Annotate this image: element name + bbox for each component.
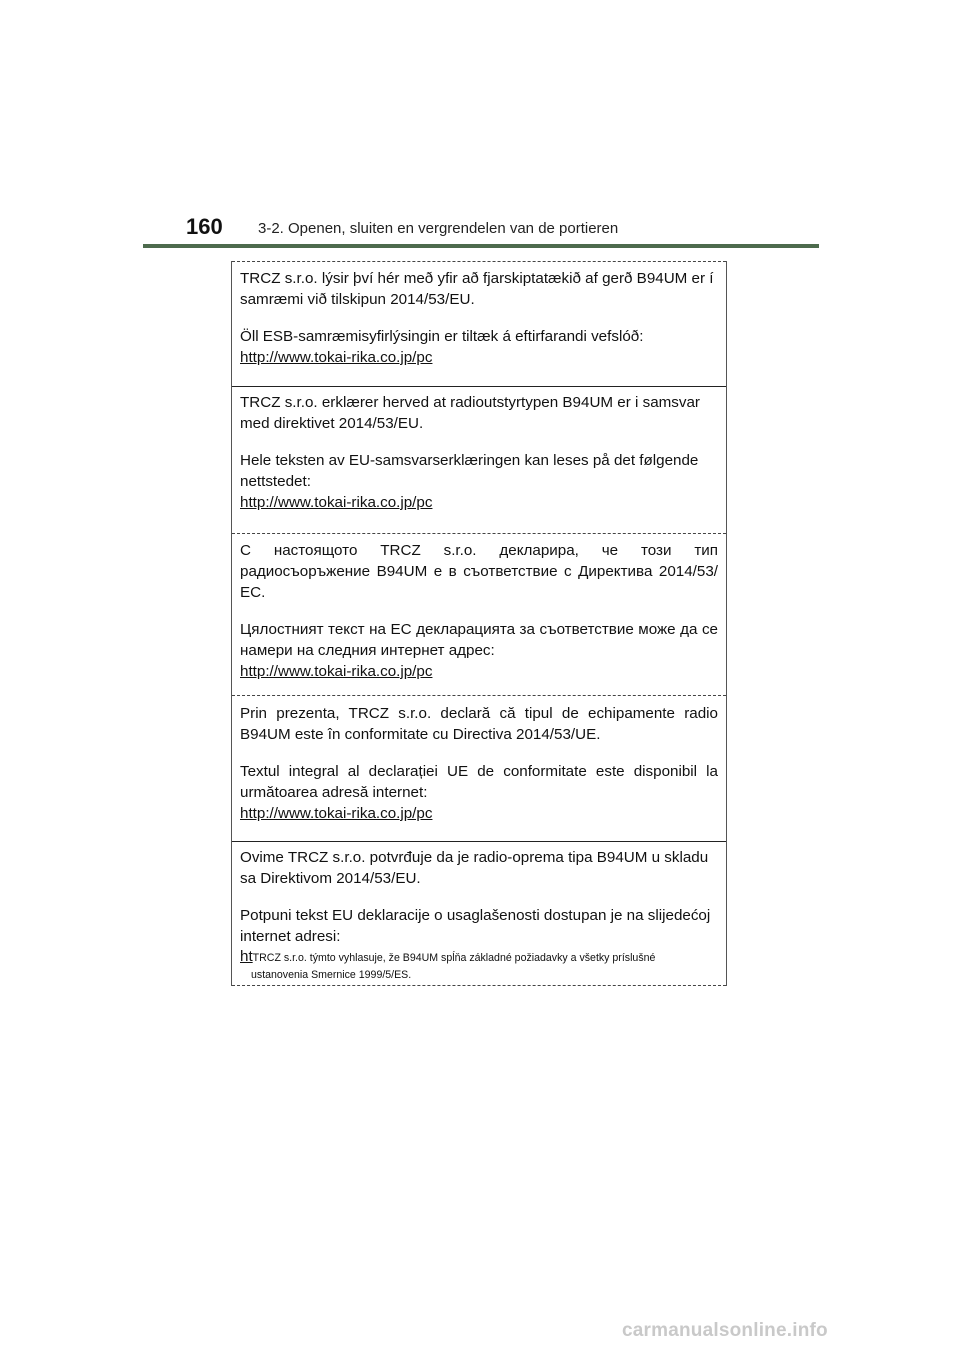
- chapter-title: 3-2. Openen, sluiten en vergrendelen van de portieren: [258, 220, 619, 237]
- slovak-notice-line-1: TRCZ s.r.o. týmto vyhlasuje, že B94UM spĺňa základné požiadavky a všetky príslušné: [252, 952, 656, 964]
- full-text-notice: Textul integral al declarației UE de conformitate este disponibil la următoarea adresă internet:: [240, 763, 718, 801]
- declaration-text: С настоящото TRCZ s.r.o. декларира, че този тип радиосъоръжение B94UM е в съответствие с Директива 2014/53/ЕС.: [240, 542, 718, 601]
- website-link[interactable]: http://www.tokai-rika.co.jp/pc: [240, 494, 433, 511]
- declaration-text: TRCZ s.r.o. erklærer herved at radioutstyrtypen B94UM er i samsvar med direktivet 2014/53/EU.: [240, 394, 700, 432]
- section-norwegian: [232, 386, 726, 533]
- full-text-notice: Potpuni tekst EU deklaracije o usaglašenosti dostupan je na slijedećoj internet adresi:: [240, 907, 711, 945]
- full-text-notice: Öll ESB-samræmisyfirlýsingin er tiltæk á eftirfarandi vefslóð:: [240, 328, 644, 345]
- declaration-text: Ovime TRCZ s.r.o. potvrđuje da je radio-oprema tipa B94UM u skladu sa Direktivom 2014/53/EU.: [240, 849, 709, 887]
- website-link[interactable]: http://www.tokai-rika.co.jp/pc: [240, 349, 433, 366]
- section-croatian: [232, 841, 726, 986]
- section-icelandic: [232, 261, 726, 386]
- website-link[interactable]: http://www.tokai-rika.co.jp/pc: [240, 805, 433, 822]
- full-text-notice: Цялостният текст на ЕС декларацията за съответствие може да се намери на следния интернет адрес:: [240, 621, 718, 659]
- watermark: carmanualsonline.info: [622, 1320, 828, 1341]
- section-romanian: [232, 695, 726, 841]
- declaration-text: Prin prezenta, TRCZ s.r.o. declară că tipul de echipamente radio B94UM este în conformitate cu Directiva 2014/53/UE.: [240, 705, 718, 743]
- section-bulgarian: [232, 533, 726, 695]
- header-rule: [143, 244, 819, 248]
- page-number: 160: [186, 214, 223, 239]
- full-text-notice: Hele teksten av EU-samsvarserklæringen kan leses på det følgende nettstedet:: [240, 452, 699, 490]
- overlapping-line: [240, 947, 718, 968]
- website-link-fragment[interactable]: ht: [240, 948, 253, 965]
- website-link[interactable]: http://www.tokai-rika.co.jp/pc: [240, 663, 433, 680]
- slovak-notice-line-2: ustanovenia Smernice 1999/5/ES.: [251, 969, 412, 981]
- declaration-text: TRCZ s.r.o. lýsir því hér með yfir að fjarskiptatækið af gerð B94UM er í samræmi við tilskipun 2014/53/EU.: [240, 270, 714, 308]
- declaration-box: [231, 261, 727, 986]
